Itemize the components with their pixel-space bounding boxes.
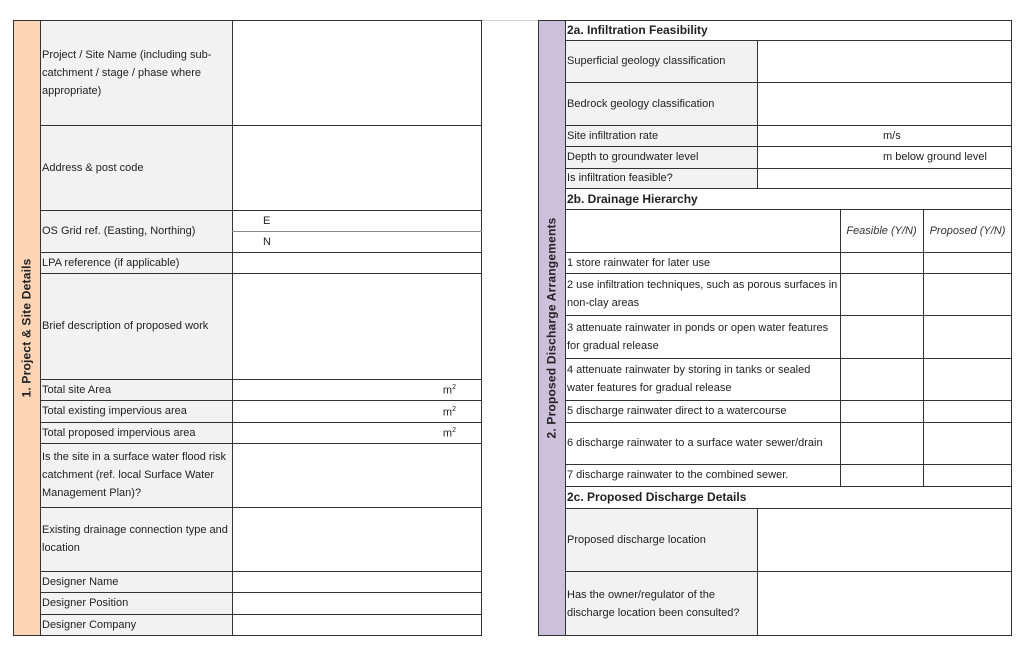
hierarchy-proposed-field-2[interactable] [923, 273, 1012, 315]
divider-line [482, 20, 538, 21]
rate-field[interactable] [757, 125, 1012, 146]
hierarchy-item-7: 7 discharge rainwater to the combined sewer. [565, 464, 840, 486]
hierarchy-header: 2b. Drainage Hierarchy [565, 188, 1012, 209]
hierarchy-item-2: 2 use infiltration techniques, such as porous surfaces in non-clay areas [565, 273, 840, 315]
discharge-location-field[interactable] [757, 508, 1012, 571]
depth-label: Depth to groundwater level [565, 146, 757, 168]
os-grid-label: OS Grid ref. (Easting, Northing) [40, 210, 232, 252]
section2-title: 2. Proposed Discharge Arrangements [544, 217, 559, 439]
hierarchy-feasible-field-5[interactable] [840, 400, 923, 422]
flood-risk-field[interactable] [232, 443, 482, 507]
description-label: Brief description of proposed work [40, 273, 232, 379]
consulted-label: Has the owner/regulator of the discharge location been consulted? [565, 571, 757, 636]
depth-field[interactable] [757, 146, 1012, 168]
hierarchy-feasible-field-1[interactable] [840, 252, 923, 273]
easting-label: E [263, 214, 271, 227]
bedrock-label: Bedrock geology classification [565, 82, 757, 125]
designer-company-label: Designer Company [40, 614, 232, 636]
infiltration-header: 2a. Infiltration Feasibility [565, 20, 1012, 40]
rate-label: Site infiltration rate [565, 125, 757, 146]
designer-position-field[interactable] [232, 592, 482, 614]
designer-company-field[interactable] [232, 614, 482, 636]
hierarchy-item-1: 1 store rainwater for later use [565, 252, 840, 273]
hierarchy-proposed-field-6[interactable] [923, 422, 1012, 464]
bedrock-field[interactable] [757, 82, 1012, 125]
section2-strip [538, 20, 565, 636]
col-feasible: Feasible (Y/N) [840, 209, 923, 252]
unit-m2: $m^2$ [442, 384, 456, 397]
hierarchy-item-3: 3 attenuate rainwater in ponds or open water features for gradual release [565, 315, 840, 358]
existing-drainage-field[interactable] [232, 507, 482, 571]
hierarchy-proposed-field-4[interactable] [923, 358, 1012, 400]
existing-impervious-label: Total existing impervious area [40, 400, 232, 422]
designer-position-label: Designer Position [40, 592, 232, 614]
proposed-impervious-field[interactable] [232, 422, 482, 443]
description-field[interactable] [232, 273, 482, 379]
superficial-field[interactable] [757, 40, 1012, 82]
lpa-field[interactable] [232, 252, 482, 273]
section1-title: 1. Project & Site Details [19, 258, 34, 398]
hierarchy-proposed-field-5[interactable] [923, 400, 1012, 422]
hierarchy-item-5: 5 discharge rainwater direct to a watercourse [565, 400, 840, 422]
address-field[interactable] [232, 125, 482, 210]
total-area-label: Total site Area [40, 379, 232, 400]
section1-panel [13, 20, 482, 636]
existing-drainage-label: Existing drainage connection type and location [40, 507, 232, 571]
rate-unit: m/s [883, 129, 901, 142]
section2-panel [538, 20, 1012, 636]
easting-field[interactable] [232, 210, 482, 231]
unit-m2: $m^2$ [442, 405, 456, 419]
hierarchy-feasible-field-7[interactable] [840, 464, 923, 486]
discharge-location-label: Proposed discharge location [565, 508, 757, 571]
section1-strip [13, 20, 40, 636]
hierarchy-feasible-field-6[interactable] [840, 422, 923, 464]
discharge-header: 2c. Proposed Discharge Details [565, 486, 1012, 508]
depth-unit: m below ground level [883, 151, 987, 163]
col-proposed: Proposed (Y/N) [923, 209, 1012, 252]
hierarchy-item-6: 6 discharge rainwater to a surface water sewer/drain [565, 422, 840, 464]
address-label: Address & post code [40, 125, 232, 210]
project-name-field[interactable] [232, 20, 482, 125]
northing-label: N [263, 235, 271, 248]
lpa-label: LPA reference (if applicable) [40, 252, 232, 273]
unit-m2: $m^2$ [442, 427, 456, 440]
hierarchy-feasible-field-4[interactable] [840, 358, 923, 400]
proposed-impervious-label: Total proposed impervious area [40, 422, 232, 443]
hierarchy-proposed-field-3[interactable] [923, 315, 1012, 358]
feasible-field[interactable] [757, 168, 1012, 188]
project-name-label: Project / Site Name (including sub-catchment / stage / phase where appropriate) [40, 20, 232, 125]
existing-impervious-field[interactable] [232, 400, 482, 422]
designer-name-label: Designer Name [40, 571, 232, 592]
total-area-field[interactable] [232, 379, 482, 400]
hierarchy-proposed-field-1[interactable] [923, 252, 1012, 273]
hierarchy-feasible-field-2[interactable] [840, 273, 923, 315]
consulted-field[interactable] [757, 571, 1012, 636]
hierarchy-item-4: 4 attenuate rainwater by storing in tanks or sealed water features for gradual release [565, 358, 840, 400]
superficial-label: Superficial geology classification [565, 40, 757, 82]
northing-field[interactable] [232, 231, 482, 252]
hierarchy-colhead-blank [565, 209, 840, 252]
hierarchy-feasible-field-3[interactable] [840, 315, 923, 358]
hierarchy-proposed-field-7[interactable] [923, 464, 1012, 486]
designer-name-field[interactable] [232, 571, 482, 592]
feasible-label: Is infiltration feasible? [565, 168, 757, 188]
flood-risk-label: Is the site in a surface water flood risk catchment (ref. local Surface Water Management Plan)? [40, 443, 232, 507]
